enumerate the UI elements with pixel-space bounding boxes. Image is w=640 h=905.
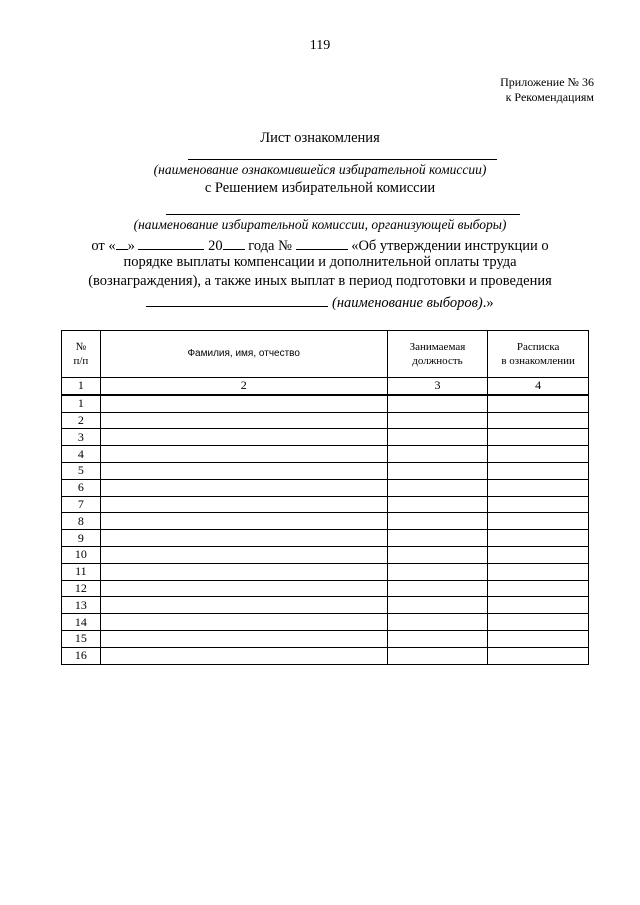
header-number-line1: № — [75, 341, 87, 353]
row-number: 14 — [62, 614, 101, 631]
name-cell[interactable] — [100, 597, 387, 614]
table-row — [62, 647, 589, 664]
header-receipt-line2: в ознакомлении — [501, 355, 575, 367]
date-quote-close: » — [127, 238, 135, 254]
number-blank — [296, 235, 348, 250]
name-cell[interactable] — [100, 496, 387, 513]
blank-line-organizing-commission — [166, 214, 520, 215]
row-number: 3 — [62, 429, 101, 446]
receipt-cell[interactable] — [488, 412, 589, 429]
receipt-cell[interactable] — [488, 395, 589, 412]
row-number: 5 — [62, 462, 101, 479]
name-cell[interactable] — [100, 530, 387, 547]
name-cell[interactable] — [100, 647, 387, 664]
decision-ending: .» — [482, 295, 494, 311]
table-row — [62, 580, 589, 597]
column-index-cell: 4 — [488, 378, 589, 395]
caption-organizing-commission: (наименование избирательной комиссии, организующей выборы) — [133, 217, 507, 232]
receipt-cell[interactable] — [488, 479, 589, 496]
position-cell[interactable] — [387, 597, 488, 614]
receipt-cell[interactable] — [488, 614, 589, 631]
row-number: 2 — [62, 412, 101, 429]
name-cell[interactable] — [100, 580, 387, 597]
document-title: Лист ознакомления — [260, 130, 380, 146]
elections-caption: (наименование выборов) — [332, 295, 483, 311]
header-position-line1: Занимаемая — [409, 341, 466, 353]
position-cell[interactable] — [387, 630, 488, 647]
table-header-row — [62, 331, 589, 378]
receipt-cell[interactable] — [488, 429, 589, 446]
table-row — [62, 429, 589, 446]
blank-line-familiarized-commission — [188, 159, 497, 160]
column-index-cell: 1 — [62, 378, 101, 395]
table-row — [62, 563, 589, 580]
table-row — [62, 395, 589, 412]
position-cell[interactable] — [387, 530, 488, 547]
position-cell[interactable] — [387, 614, 488, 631]
position-cell[interactable] — [387, 496, 488, 513]
name-cell[interactable] — [100, 446, 387, 463]
receipt-cell[interactable] — [488, 462, 589, 479]
table-row — [62, 530, 589, 547]
row-number: 4 — [62, 446, 101, 463]
header-full-name: Фамилия, имя, отчество — [100, 331, 387, 378]
table-row — [62, 446, 589, 463]
receipt-cell[interactable] — [488, 563, 589, 580]
row-number: 1 — [62, 395, 101, 412]
table-row — [62, 513, 589, 530]
appendix-line2: к Рекомендациям — [505, 90, 594, 104]
receipt-cell[interactable] — [488, 630, 589, 647]
position-cell[interactable] — [387, 563, 488, 580]
row-number: 9 — [62, 530, 101, 547]
receipt-cell[interactable] — [488, 580, 589, 597]
name-cell[interactable] — [100, 462, 387, 479]
column-index-cell: 2 — [100, 378, 387, 395]
position-cell[interactable] — [387, 546, 488, 563]
header-position-line2: должность — [412, 355, 463, 367]
decision-line: с Решением избирательной комиссии — [204, 180, 436, 196]
date-prefix: от « — [91, 238, 116, 254]
name-cell[interactable] — [100, 563, 387, 580]
name-cell[interactable] — [100, 412, 387, 429]
name-cell[interactable] — [100, 546, 387, 563]
row-number: 16 — [62, 647, 101, 664]
page-number: 119 — [309, 38, 331, 53]
name-cell[interactable] — [100, 630, 387, 647]
name-cell[interactable] — [100, 513, 387, 530]
header-number-line2: п/п — [73, 355, 89, 367]
row-number: 13 — [62, 597, 101, 614]
receipt-cell[interactable] — [488, 496, 589, 513]
header-number — [62, 331, 101, 378]
column-index-row — [62, 378, 589, 395]
position-cell[interactable] — [387, 429, 488, 446]
row-number: 7 — [62, 496, 101, 513]
table-row — [62, 630, 589, 647]
name-cell[interactable] — [100, 429, 387, 446]
position-cell[interactable] — [387, 462, 488, 479]
name-cell[interactable] — [100, 479, 387, 496]
receipt-cell[interactable] — [488, 446, 589, 463]
receipt-cell[interactable] — [488, 513, 589, 530]
table-row — [62, 614, 589, 631]
elections-line — [0, 292, 640, 312]
table-row — [62, 496, 589, 513]
receipt-cell[interactable] — [488, 530, 589, 547]
table-row — [62, 412, 589, 429]
month-blank — [138, 235, 204, 250]
decision-date-line — [0, 235, 640, 255]
receipt-cell[interactable] — [488, 647, 589, 664]
header-receipt — [488, 331, 589, 378]
day-blank — [116, 235, 128, 250]
table-row — [62, 462, 589, 479]
caption-familiarized-commission: (наименование ознакомившейся избирательной комиссии) — [153, 162, 487, 177]
header-position — [387, 331, 488, 378]
header-receipt-line1: Расписка — [516, 341, 560, 353]
appendix-line1: Приложение № 36 — [500, 75, 594, 89]
row-number: 15 — [62, 630, 101, 647]
year-blank — [223, 235, 245, 250]
column-index-cell: 3 — [387, 378, 488, 395]
elections-blank — [146, 292, 328, 307]
position-cell[interactable] — [387, 446, 488, 463]
position-cell[interactable] — [387, 647, 488, 664]
receipt-cell[interactable] — [488, 546, 589, 563]
table-row — [62, 479, 589, 496]
year-prefix: 20 — [208, 238, 223, 254]
decision-title-line2: порядке выплаты компенсации и дополнительной оплаты труда — [123, 254, 517, 270]
table-row — [62, 546, 589, 563]
row-number: 6 — [62, 479, 101, 496]
row-number: 10 — [62, 546, 101, 563]
position-cell[interactable] — [387, 412, 488, 429]
row-number: 11 — [62, 563, 101, 580]
position-cell[interactable] — [387, 479, 488, 496]
familiarization-table — [61, 330, 589, 665]
position-cell[interactable] — [387, 395, 488, 412]
decision-title-start: «Об утверждении инструкции о — [351, 238, 549, 254]
decision-title-line3: (вознаграждения), а также иных выплат в период подготовки и проведения — [88, 273, 552, 289]
name-cell[interactable] — [100, 395, 387, 412]
appendix-note — [500, 75, 594, 105]
table-row — [62, 597, 589, 614]
row-number: 12 — [62, 580, 101, 597]
position-cell[interactable] — [387, 580, 488, 597]
position-cell[interactable] — [387, 513, 488, 530]
year-suffix: года № — [248, 238, 292, 254]
name-cell[interactable] — [100, 614, 387, 631]
receipt-cell[interactable] — [488, 597, 589, 614]
row-number: 8 — [62, 513, 101, 530]
